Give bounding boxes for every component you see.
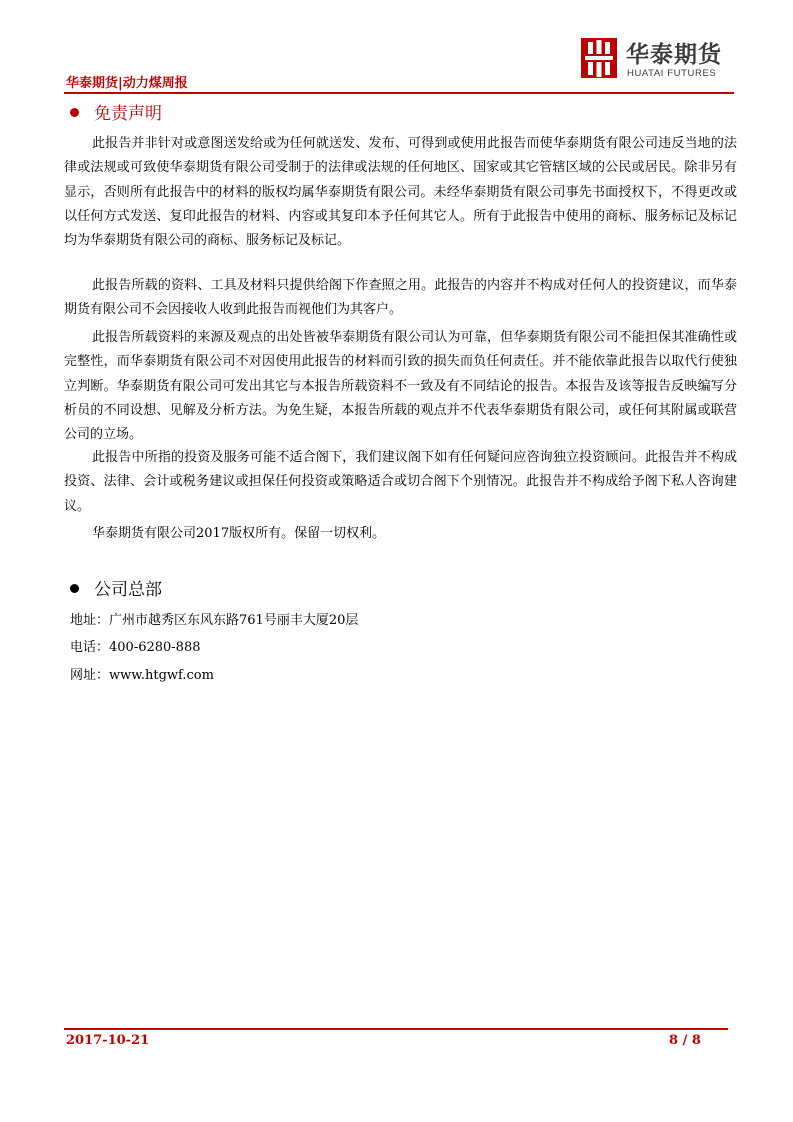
phone-line: 电话：400-6280-888 [70,640,201,655]
disclaimer-paragraph-1 [64,132,737,253]
company-logo [581,38,741,80]
headquarters-heading-text: 公司总部 [94,580,162,600]
paragraph-text: 此报告所载资料的来源及观点的出处皆被华泰期货有限公司认为可靠，但华泰期货有限公司不能担保其准确性或完整性，而华泰期货有限公司不对因使用此报告的材料而引致的损失而负任何责任。并不能依靠此报告以取代行使独立判断。华泰期货有限公司可发出其它与本报告所载资料不一致及有不同结论的报告。本报告及该等报告反映编写分析员的不同设想、见解及分析方法。为免生疑，本报告所载的观点并不代表华泰期货有限公司，或任何其附属或联营公司的立场。 [64,330,737,443]
copyright-line [64,522,737,546]
paragraph-text: 此报告并非针对或意图送发给或为任何就送发、发布、可得到或使用此报告而使华泰期货有限公司违反当地的法律或法规或可致使华泰期货有限公司受制于的法律或法规的任何地区、国家或其它管辖区域的公民或居民。除非另有显示，否则所有此报告中的材料的版权均属华泰期货有限公司。未经华泰期货有限公司事先书面授权下，不得更改或以任何方式发送、复印此报告的材料、内容或其复印本予任何其它人。所有于此报告中使用的商标、服务标记及标记均为华泰期货有限公司的商标、服务标记及标记。 [64,136,737,249]
paragraph-text: 此报告所载的资料、工具及材料只提供给阁下作查照之用。此报告的内容并不构成对任何人的投资建议，而华泰期货有限公司不会因接收人收到此报告而视他们为其客户。 [64,278,737,318]
header-divider [64,92,734,94]
bullet-icon [70,584,79,593]
paragraph-text: 此报告中所指的投资及服务可能不适合阁下，我们建议阁下如有任何疑问应咨询独立投资顾问。此报告并不构成投资、法律、会计或税务建议或担保任何投资或策略适合或切合阁下个别情况。此报告并不构成给予阁下私人咨询建议。 [64,450,737,514]
logo-english-name: HUATAI FUTURES [627,68,717,79]
disclaimer-heading-text: 免责声明 [94,104,162,124]
disclaimer-paragraph-4 [64,446,737,519]
headquarters-heading [70,575,162,600]
footer-date: 2017-10-21 [66,1033,150,1048]
logo-chinese-name: 华泰期货 [626,42,722,68]
huatai-logo-icon [581,38,617,78]
address-line: 地址：广州市越秀区东风东路761号丽丰大厦20层 [70,613,359,628]
website-line: 网址：www.htgwf.com [70,668,214,683]
paragraph-text: 华泰期货有限公司2017版权所有。保留一切权利。 [92,526,386,541]
disclaimer-paragraph-3 [64,326,737,447]
disclaimer-heading [70,99,162,124]
page-number: 8 / 8 [669,1033,701,1048]
disclaimer-paragraph-2 [64,274,737,323]
footer-divider [64,1028,728,1030]
report-title: 华泰期货|动力煤周报 [66,76,188,91]
bullet-icon [70,108,79,117]
